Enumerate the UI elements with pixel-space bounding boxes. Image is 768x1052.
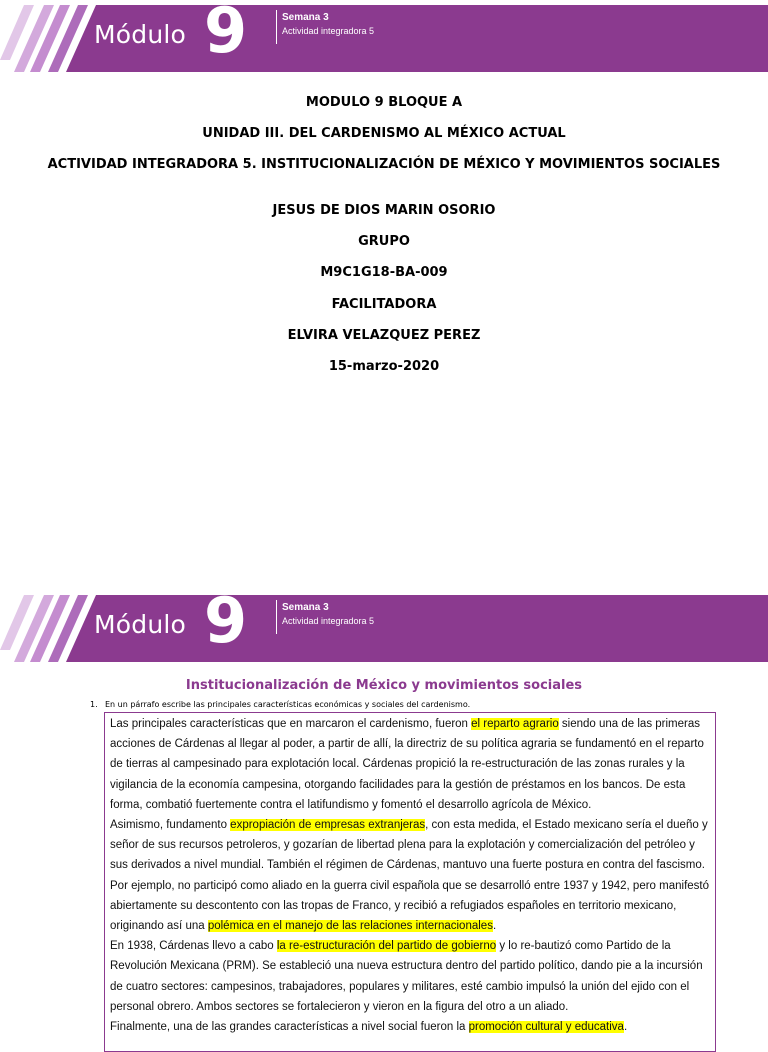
question-text: En un párrafo escribe las principales características económicas y sociales del cardenismo.: [105, 700, 471, 709]
text-run: Asimismo, fundamento: [110, 819, 231, 832]
group-code: M9C1G18-BA-009: [320, 265, 448, 280]
text-run: , con esta medida, el Estado mexicano sería el dueño y señor de sus recursos petroleros, y gozarían de libertad plena para la explotación y comercialización del petróleo y sus derivados a nivel mundial. También el régimen de Cárdenas, mantuvo una fuerte postura en contra del fascismo. Por ejemplo, no participó como aliado en la guerra civil española que se desarrolló entre 1937 y 1942, pero manifestó abiertamente su descontento con las tropas de Franco, y recibió a refugiados españoles en territorio mexicano, originando así una: [110, 819, 709, 933]
highlighted-text: la re-estructuración del partido de gobierno: [276, 940, 497, 953]
answer-paragraph-2: [110, 815, 711, 936]
answer-paragraph-3: [110, 936, 711, 1017]
facilitator-name: ELVIRA VELAZQUEZ PEREZ: [287, 328, 481, 343]
module-banner: [0, 584, 768, 665]
banner-divider: [276, 10, 277, 44]
document-title: Institucionalización de México y movimientos sociales: [185, 678, 583, 693]
week-label: Semana 3: [282, 602, 329, 613]
highlighted-text: el reparto agrario: [471, 718, 559, 730]
text-run: siendo una de las primeras acciones de Cárdenas al llegar al poder, a partir de allí, la directriz de su política agraria se fundamentó en el reparto de tierras al campesinado para explotación local. Cárdenas propició la re-estructuración de las zonas rurales y la vigilancia de la economía campesina, otorgando facilidades para la gestión de préstamos en los bancos. De esta forma, combatió fuertemente contra el latifundismo y fomentó el desarrollo agrícola de México.: [110, 718, 704, 811]
activity-label: Actividad integradora 5: [282, 616, 375, 626]
content-page: [0, 584, 768, 1034]
cover-activity-line: ACTIVIDAD INTEGRADORA 5. INSTITUCIONALIZACIÓN DE MÉXICO Y MOVIMIENTOS SOCIALES: [47, 157, 721, 172]
activity-label: Actividad integradora 5: [282, 26, 375, 36]
answer-paragraph-4: [110, 1017, 711, 1037]
cover-module-line: MODULO 9 BLOQUE A: [305, 95, 463, 110]
text-run: .: [623, 1021, 628, 1034]
week-label: Semana 3: [282, 12, 329, 23]
text-run: Finalmente, una de las grandes características a nivel social fueron la: [110, 1021, 469, 1034]
banner-divider: [276, 600, 277, 634]
module-word: Módulo: [94, 20, 187, 49]
answer-paragraph-1: [110, 714, 711, 815]
cover-unit-line: UNIDAD III. DEL CARDENISMO AL MÉXICO ACTUAL: [202, 126, 566, 141]
text-run: En 1938, Cárdenas llevo a cabo: [110, 940, 277, 953]
highlighted-text: expropiación de empresas extranjeras: [230, 819, 426, 832]
text-run: Las principales características que en marcaron el cardenismo, fueron: [110, 718, 472, 730]
cover-date: 15-marzo-2020: [328, 359, 440, 374]
facilitator-label: FACILITADORA: [331, 297, 437, 312]
highlighted-text: promoción cultural y educativa: [468, 1021, 624, 1034]
answer-textbox: [104, 712, 716, 1052]
module-number: 9: [204, 584, 248, 657]
highlighted-text: polémica en el manejo de las relaciones internacionales: [207, 920, 493, 933]
module-banner: [0, 0, 768, 75]
module-number: 9: [204, 0, 248, 67]
text-run: y lo re-bautizó como Partido de la Revolución Mexicana (PRM). Se estableció una nueva estructura dentro del partido político, dando pie a la incursión de cuatro sectores: campesinos, trabajadores, populares y militares, esté cambio impulsó la unión del ejido con el personal obrero. Ambos sectores se fortalecieron y vieron en la figura del otro a un aliado.: [110, 940, 703, 1013]
student-name: JESUS DE DIOS MARIN OSORIO: [272, 203, 496, 218]
question-prompt: [90, 700, 470, 709]
question-number: 1.: [90, 700, 98, 709]
group-label: GRUPO: [358, 234, 410, 249]
module-word: Módulo: [94, 610, 187, 639]
text-run: .: [492, 920, 497, 933]
